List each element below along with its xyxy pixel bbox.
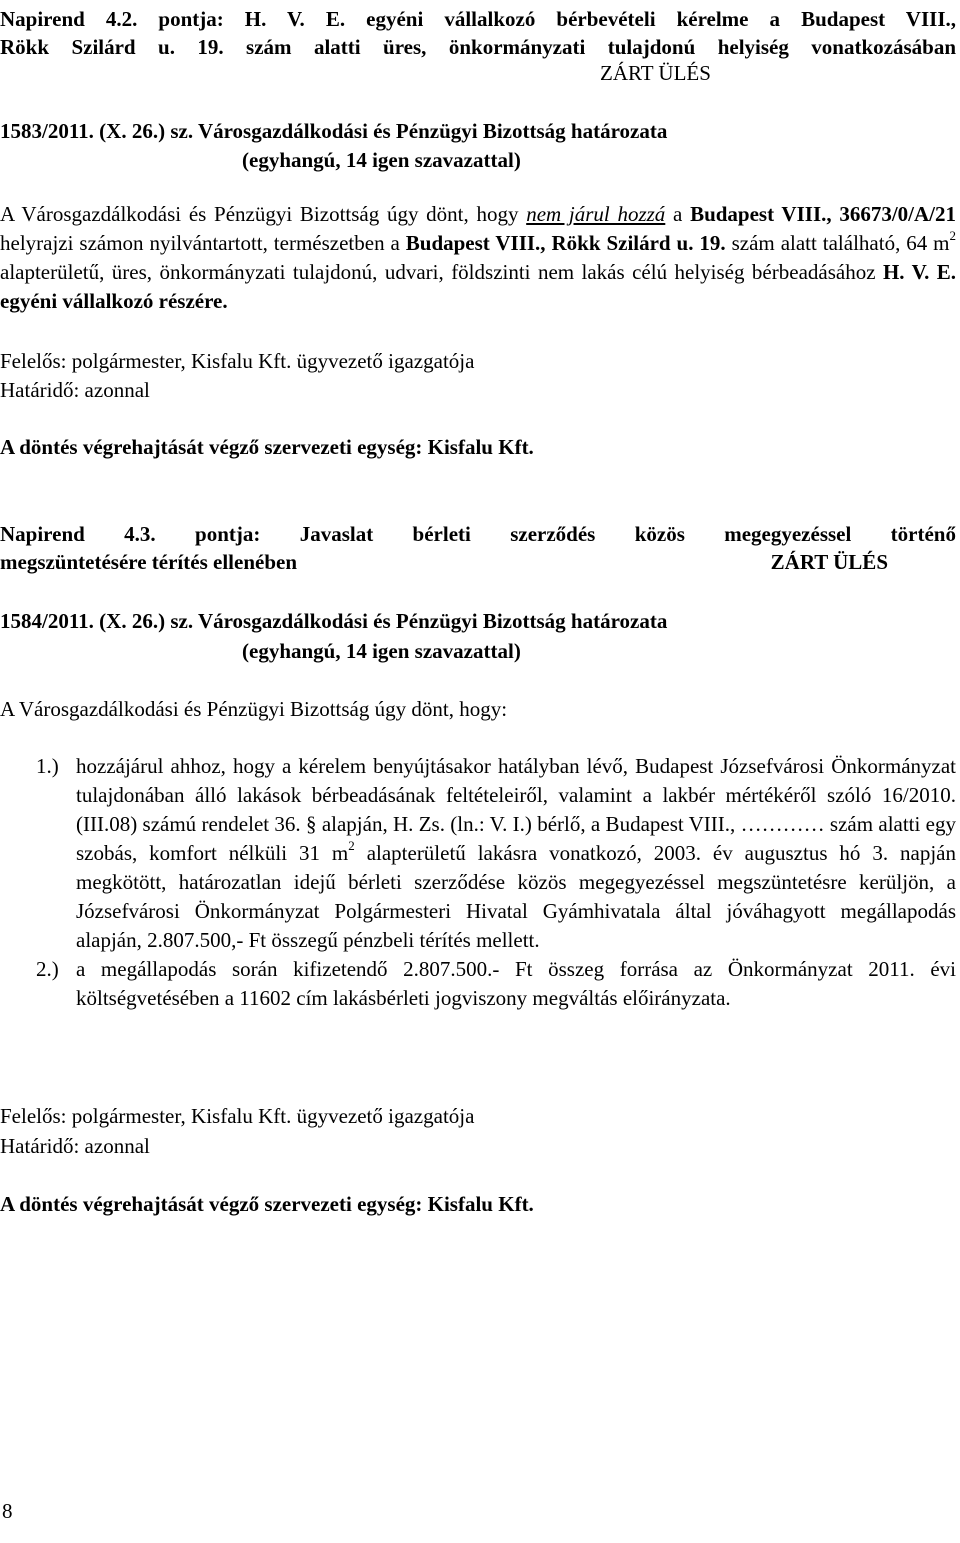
body-text2: helyrajzi számon nyilvántartott, természetben a bbox=[0, 231, 400, 255]
deadline-line-2: Határidő: azonnal bbox=[0, 1134, 150, 1158]
section-sign: § bbox=[306, 812, 317, 836]
list-item bbox=[36, 752, 956, 955]
list-item-text bbox=[76, 955, 956, 1013]
agenda-heading-4-2-line2: Rökk Szilárd u. 19. szám alatti üres, önkormányzati tulajdonú helyiség vonatkozásában bbox=[0, 35, 956, 59]
resolution-title-2: Városgazdálkodási és Pénzügyi Bizottság határozata bbox=[197, 609, 668, 633]
vote-result-2: (egyhangú, 14 igen szavazattal) bbox=[242, 639, 521, 663]
superscript-2: 2 bbox=[348, 838, 355, 853]
body-intro: A Városgazdálkodási és Pénzügyi Bizottság úgy dönt, hogy bbox=[0, 202, 519, 226]
beneficiary: H. V. E. egyéni vállalkozó részére. bbox=[0, 260, 957, 313]
resolution-header bbox=[0, 116, 956, 146]
page-number: 8 bbox=[2, 1499, 13, 1523]
agenda-heading-4-3-line2: megszüntetésére térítés ellenében bbox=[0, 550, 297, 574]
list-item-number: 1.) bbox=[36, 754, 59, 778]
street-address: Rökk Szilárd u. 19. bbox=[551, 231, 726, 255]
resolution-body bbox=[0, 200, 956, 316]
closed-session-label-2: ZÁRT ÜLÉS bbox=[770, 550, 888, 574]
point1-text-b: alapján, H. Zs. (ln.: V. I.) bérlő, a Budapest VIII., ………… szám alatti egy szobás, komfort nélküli 31 m bbox=[76, 812, 956, 865]
address-budapest: Budapest VIII. bbox=[690, 202, 827, 226]
superscript-2: 2 bbox=[949, 228, 957, 243]
closed-session-label: ZÁRT ÜLÉS bbox=[600, 61, 711, 85]
responsible-line-2: Felelős: polgármester, Kisfalu Kft. ügyvezető igazgatója bbox=[0, 1104, 475, 1128]
resolution-title: Városgazdálkodási és Pénzügyi Bizottság határozata bbox=[197, 119, 668, 143]
resolution-number-2: 1584/2011. (X. 26.) sz. bbox=[0, 609, 194, 633]
list-item-text bbox=[76, 752, 956, 955]
decision-intro: A Városgazdálkodási és Pénzügyi Bizottság úgy dönt, hogy: bbox=[0, 697, 508, 721]
body-a: a bbox=[673, 202, 683, 226]
not-contribute-text: nem járul hozzá bbox=[526, 202, 666, 226]
point2-text-a: a megállapodás során kifizetendő 2.807.500.- Ft összeg forrása az Önkormányzat 2011. évi költségvetésében a 11602 cím lakásbérleti jogviszony megváltás előirányzata. bbox=[76, 957, 956, 1010]
agenda-heading-4-3-line1: Napirend 4.3. pontja: Javaslat bérleti szerződés közös megegyezéssel történő bbox=[0, 522, 956, 546]
agenda-heading-4-3-line2-row bbox=[0, 547, 956, 577]
body-text3: szám alatt található, 64 m bbox=[731, 231, 950, 255]
body-text4: alapterületű, üres, önkormányzati tulajdonú, udvari, földszinti nem lakás célú helyiség bérbeadásához bbox=[0, 260, 876, 284]
point1-text-a: hozzájárul ahhoz, hogy a kérelem benyújtásakor hatályban lévő, Budapest Józsefvárosi Önkormányzat tulajdonában álló lakások bérbeadásának feltételeiről, valamint a lakbér mértékéről szóló 16/2010.(III.08) számú rendelet 36. bbox=[76, 754, 956, 836]
resolution-number: 1583/2011. (X. 26.) sz. bbox=[0, 119, 194, 143]
parcel-number: 36673/0/A/21 bbox=[839, 202, 957, 226]
decision-list bbox=[36, 752, 956, 1013]
address-budapest-2: Budapest VIII. bbox=[405, 231, 541, 255]
point1-text-c: alapterületű lakásra vonatkozó, 2003. év augusztus hó 3. napján megkötött, határozatlan idejű bérleti szerződése közös megegyezéssel megszüntetésre kerüljön, a Józsefvárosi Önkormányzat Polgármesteri Hivatal Gyámhivatala által jóváhagyott megállapodás alapján, 2.807.500,- Ft összegű pénzbeli térítés mellett. bbox=[76, 841, 957, 952]
agenda-heading-4-2-line1: Napirend 4.2. pontja: H. V. E. egyéni vállalkozó bérbevételi kérelme a Budapest VIII., bbox=[0, 7, 956, 31]
deadline-line: Határidő: azonnal bbox=[0, 378, 150, 402]
vote-result: (egyhangú, 14 igen szavazattal) bbox=[242, 148, 521, 172]
comma-2: , bbox=[540, 231, 546, 255]
comma: , bbox=[826, 202, 832, 226]
list-item bbox=[36, 955, 956, 1013]
executing-unit-line: A döntés végrehajtását végző szervezeti egység: Kisfalu Kft. bbox=[0, 435, 534, 459]
resolution-header-2 bbox=[0, 606, 956, 636]
responsible-line: Felelős: polgármester, Kisfalu Kft. ügyvezető igazgatója bbox=[0, 349, 475, 373]
executing-unit-line-2: A döntés végrehajtását végző szervezeti egység: Kisfalu Kft. bbox=[0, 1192, 534, 1216]
list-item-number: 2.) bbox=[36, 957, 59, 981]
